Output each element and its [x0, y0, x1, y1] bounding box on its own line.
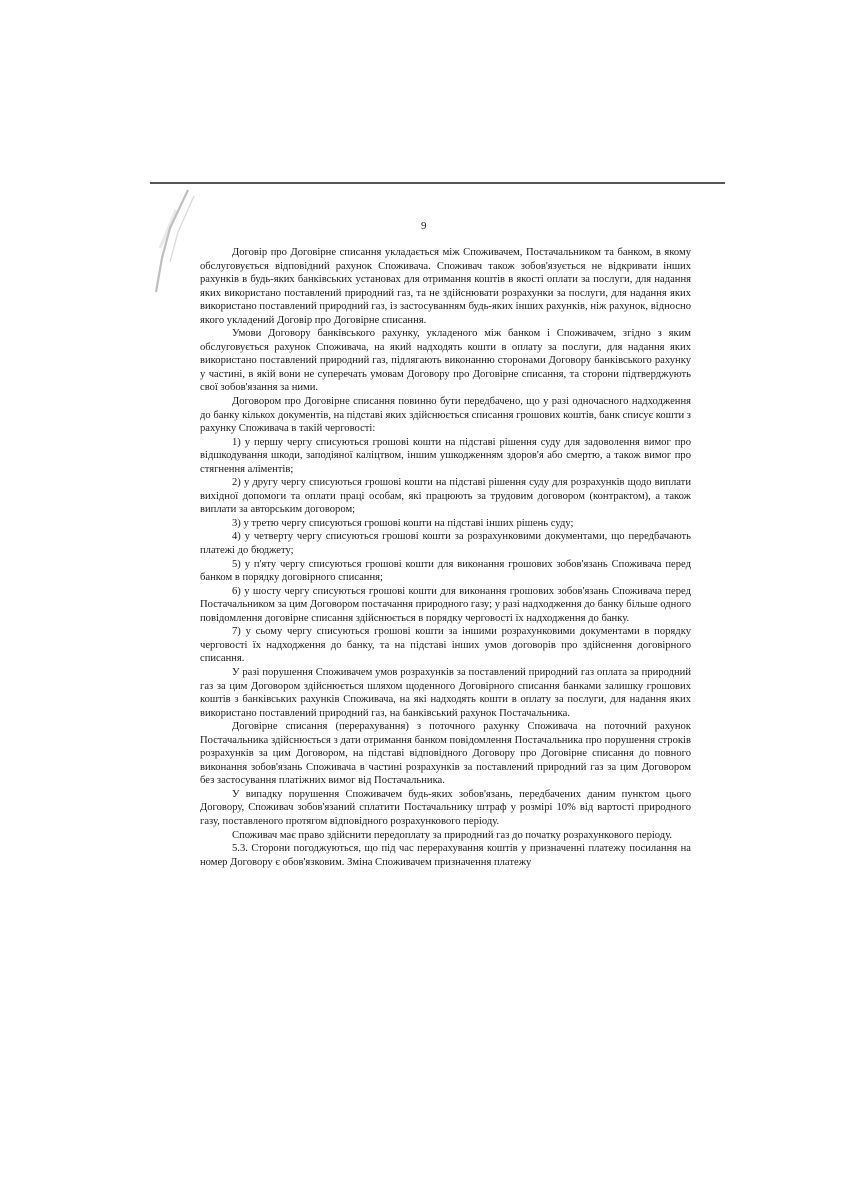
paragraph-breach-payment: У разі порушення Споживачем умов розрахунків за поставлений природний газ оплата за природний газ за цим Договором здійснюється шляхом щоденного Договірного списання банками залишку грошових коштів з банківських рахунків Споживача, на які надходять кошти в оплату за послуги, для надання яких використано поставлений природний газ, на банківський рахунок Постачальника.: [200, 666, 691, 719]
paragraph-prepayment: Споживач має право здійснити передоплату за природний газ до початку розрахункового періоду.: [232, 829, 673, 841]
list-item-priority-5: 5) у п'яту чергу списуються грошові кошти для виконання грошових зобов'язань Споживача перед банком в порядку договірного списання;: [200, 558, 691, 584]
list-item-priority-3: 3) у третю чергу списуються грошові кошти на підставі інших рішень суду;: [232, 517, 574, 529]
paragraph-clause-5-3: 5.3. Сторони погоджуються, що під час перерахування коштів у призначенні платежу посилання на номер Договору є обов'язковим. Зміна Споживачем призначення платежу: [200, 843, 691, 868]
page-top-border: [150, 182, 725, 184]
page-number: 9: [421, 220, 427, 232]
paragraph-agreement-parties: Договір про Договірне списання укладається між Споживачем, Постачальником та банком, в якому обслуговується відповідний рахунок Споживача. Споживач також зобов'язується не відкривати інших рахунків в будь-яких банківських установах для отримання коштів в якості оплати за послуги, для надання яких використано поставлений природний газ, та не здійснювати розрахунки за послуги, для надання яких використано поставлений природний газ, із застосуванням будь-яких інших рахунків, ніж рахунок, відносно якого укладений Договір про Договірне списання.: [200, 247, 691, 326]
document-body: [200, 246, 691, 869]
paragraph-bank-account-terms: Умови Договору банківського рахунку, укладеного між банком і Споживачем, згідно з яким обслуговується рахунок Споживача, на який надходять кошти в оплату за послуги, для надання яких використано поставлений природний газ, підлягають виконанню сторонами Договору банківського рахунку у частині, в якій вони не суперечать умовам Договору про Договірне списання, та сторони підтверджують свої зобов'язання за ними.: [200, 328, 691, 394]
list-item-priority-1: 1) у першу чергу списуються грошові кошти на підставі рішення суду для задоволення вимог про відшкодування шкоди, заподіяної каліцтвом, іншим ушкодженням здоров'я або смертю, а також вимог про стягнення аліментів;: [200, 436, 691, 475]
list-item-priority-7: 7) у сьому чергу списуються грошові кошти за іншими розрахунковими документами в порядку черговості їх надходження до банку, та на підставі інших умов договорів про здійснення договірного списання.: [200, 626, 691, 665]
paragraph-debit-order: Договором про Договірне списання повинно бути передбачено, що у разі одночасного надходження до банку кількох документів, на підставі яких здійснюється списання грошових коштів, банк списує кошти з рахунку Споживача в такій черговості:: [200, 396, 691, 435]
paragraph-penalty: У випадку порушення Споживачем будь-яких зобов'язань, передбачених даним пунктом цього Договору, Споживач зобов'язаний сплатити Постачальнику штраф у розмірі 10% від вартості природного газу, поставленого протягом відповідного розрахункового періоду.: [200, 788, 691, 827]
scan-artifact-icon: [140, 188, 200, 298]
list-item-priority-2: 2) у другу чергу списуються грошові кошти на підставі рішення суду для розрахунків щодо виплати вихідної допомоги та оплати праці особам, які працюють за трудовим договором (контрактом), а також виплати за авторським договором;: [200, 477, 691, 516]
paragraph-debit-transfer: Договірне списання (перерахування) з поточного рахунку Споживача на поточний рахунок Постачальника здійснюється з дати отримання банком повідомлення Постачальника про порушення строків розрахунків за цим Договором, на підставі відповідного Договору про Договірне списання до повного виконання зобов'язань Споживача в частині розрахунків за поставлений природний газ за цим Договором без застосування платіжних вимог від Постачальника.: [200, 721, 691, 787]
list-item-priority-6: 6) у шосту чергу списуються грошові кошти для виконання грошових зобов'язань Споживача перед Постачальником за цим Договором постачання природного газу; у разі надходження до банку більше одного повідомлення договірне списання здійснюється в порядку черговості їх надходження до банку.: [200, 585, 691, 624]
list-item-priority-4: 4) у четверту чергу списуються грошові кошти за розрахунковими документами, що передбачають платежі до бюджету;: [200, 531, 691, 557]
